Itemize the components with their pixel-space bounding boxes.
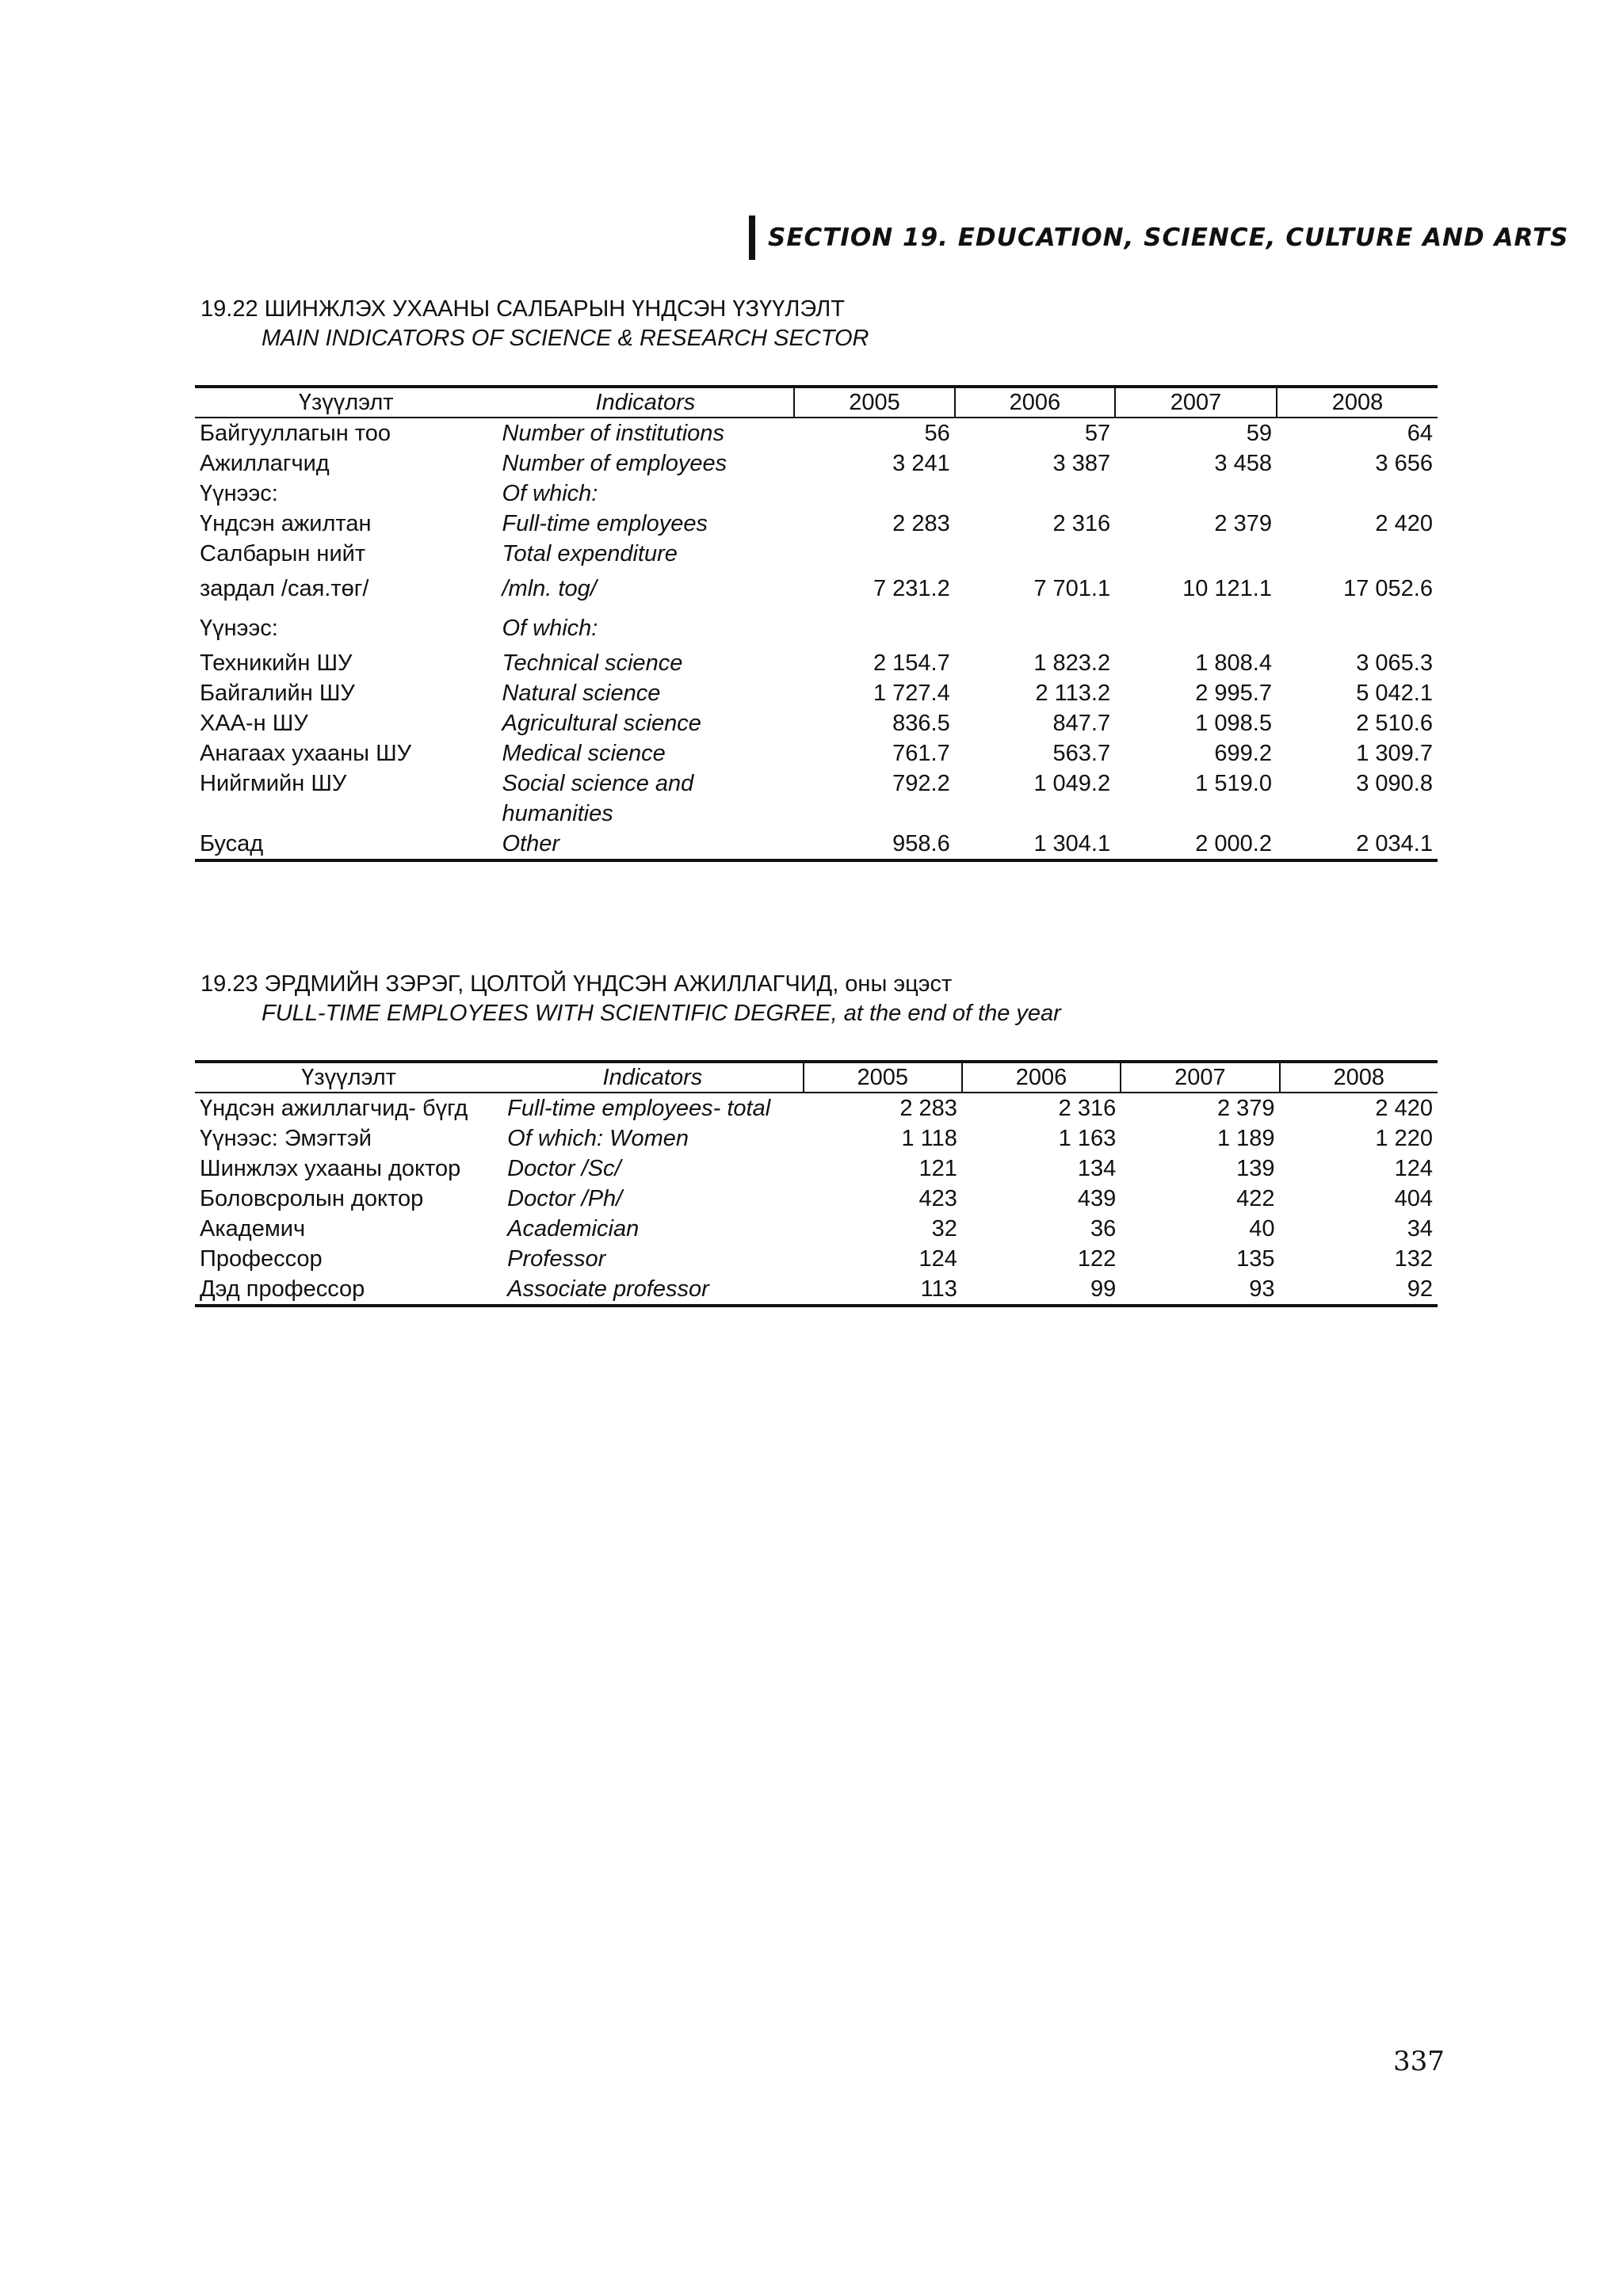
cell-2008: 3 656 xyxy=(1375,451,1433,476)
row-label-mn: Үндсэн ажиллагчид- бүгд xyxy=(200,1096,468,1121)
row-label-mn xyxy=(195,799,497,829)
header-2008: 2008 xyxy=(1280,1062,1438,1093)
cell-2006 xyxy=(955,479,1115,509)
table-row xyxy=(195,829,1438,860)
row-label-mn: Байгалийн ШУ xyxy=(200,681,355,706)
cell-2008 xyxy=(1277,799,1438,829)
cell-2006: 2 316 xyxy=(1058,1096,1117,1121)
row-label-en: Medical science xyxy=(502,741,666,766)
row-label-mn: Үндсэн ажилтан xyxy=(200,511,372,536)
header-2005: 2005 xyxy=(804,1062,962,1093)
table-row xyxy=(195,1123,1438,1154)
cell-2008: 2 034.1 xyxy=(1277,829,1438,860)
cell-2007: 1 098.5 xyxy=(1195,711,1272,736)
row-label-mn: Техникийн ШУ xyxy=(200,650,353,676)
row-label-mn: ХАА-н ШУ xyxy=(200,711,308,736)
cell-2006: 1 823.2 xyxy=(1033,650,1111,676)
table2-header-row xyxy=(195,1062,1438,1093)
cell-2007: 1 519.0 xyxy=(1195,771,1272,796)
cell-2006: 57 xyxy=(1084,421,1111,446)
row-label-en: Agricultural science xyxy=(502,711,701,736)
row-label-mn: Ажиллагчид xyxy=(200,451,330,476)
header-mn: Үзүүлэлт xyxy=(195,1062,502,1093)
table2-title: 19.23 ЭРДМИЙН ЗЭРЭГ, ЦОЛТОЙ ҮНДСЭН АЖИЛЛАГЧИД, оны эцэст xyxy=(200,971,953,997)
table1 xyxy=(195,385,1438,862)
cell-2005 xyxy=(794,608,954,648)
cell-2005: 7 231.2 xyxy=(873,576,950,601)
row-label-en: Doctor /Sc/ xyxy=(507,1156,621,1181)
cell-2006: 1 049.2 xyxy=(1033,771,1111,796)
table-row xyxy=(195,1184,1438,1214)
cell-2005: 1 118 xyxy=(901,1126,957,1151)
cell-2006: 1 163 xyxy=(1058,1126,1117,1151)
row-label-mn: Нийгмийн ШУ xyxy=(200,771,347,796)
cell-2006: 1 304.1 xyxy=(955,829,1115,860)
cell-2005: 124 xyxy=(918,1246,957,1272)
header-2007: 2007 xyxy=(1121,1062,1279,1093)
cell-2006: 99 xyxy=(962,1274,1121,1306)
header-en: Indicators xyxy=(502,1062,803,1093)
row-label-en: Number of institutions xyxy=(502,421,724,446)
page-number: 337 xyxy=(1393,2046,1445,2077)
row-label-en: Full-time employees- total xyxy=(507,1096,771,1121)
cell-2008: 404 xyxy=(1394,1186,1433,1211)
row-label-en: Associate professor xyxy=(502,1274,803,1306)
row-label-en: Full-time employees xyxy=(502,511,708,536)
row-label-en: Technical science xyxy=(502,650,683,676)
cell-2007: 2 379 xyxy=(1214,511,1272,536)
cell-2006: 2 316 xyxy=(1052,511,1111,536)
section-header xyxy=(749,215,1568,260)
cell-2008 xyxy=(1277,608,1438,648)
cell-2008 xyxy=(1277,539,1438,569)
row-label-mn: Шинжлэх ухааны доктор xyxy=(200,1156,461,1181)
cell-2008: 2 420 xyxy=(1375,511,1433,536)
table-row xyxy=(195,1093,1438,1123)
cell-2007: 10 121.1 xyxy=(1182,576,1272,601)
cell-2006 xyxy=(955,799,1115,829)
row-label-mn: Боловсролын доктор xyxy=(200,1186,424,1211)
row-label-mn: Байгууллагын тоо xyxy=(200,421,391,446)
cell-2008: 5 042.1 xyxy=(1356,681,1433,706)
cell-2005: 792.2 xyxy=(892,771,950,796)
header-2006: 2006 xyxy=(955,387,1115,418)
cell-2005: 2 283 xyxy=(892,511,950,536)
table-row xyxy=(195,418,1438,448)
cell-2005: 113 xyxy=(804,1274,962,1306)
table-row xyxy=(195,1154,1438,1184)
table-row xyxy=(195,448,1438,479)
cell-2007 xyxy=(1115,608,1277,648)
header-2005: 2005 xyxy=(794,387,954,418)
table-row xyxy=(195,608,1438,648)
table-row xyxy=(195,1214,1438,1244)
row-label-mn: Үүнээс: xyxy=(200,616,278,641)
cell-2005 xyxy=(794,799,954,829)
row-label-en: Of which: xyxy=(502,616,598,641)
row-label-mn: Салбарын нийт xyxy=(200,541,366,566)
cell-2005 xyxy=(794,479,954,509)
row-label-en: Of which: Women xyxy=(507,1126,689,1151)
cell-2006: 7 701.1 xyxy=(1033,576,1111,601)
cell-2005: 121 xyxy=(918,1156,957,1181)
cell-2005: 958.6 xyxy=(794,829,954,860)
cell-2008: 17 052.6 xyxy=(1343,576,1433,601)
cell-2005: 32 xyxy=(931,1216,957,1241)
cell-2007: 59 xyxy=(1246,421,1272,446)
table-row xyxy=(195,569,1438,608)
cell-2005: 423 xyxy=(918,1186,957,1211)
table1-header-row xyxy=(195,387,1438,418)
cell-2008: 132 xyxy=(1394,1246,1433,1272)
cell-2007: 699.2 xyxy=(1214,741,1272,766)
table-row xyxy=(195,1274,1438,1306)
row-label-en: Of which: xyxy=(502,481,598,506)
row-label-en: Social science and xyxy=(502,771,694,796)
cell-2007 xyxy=(1115,799,1277,829)
row-label-en: /mln. tog/ xyxy=(502,576,597,601)
cell-2006: 2 113.2 xyxy=(1035,681,1111,706)
cell-2005: 1 727.4 xyxy=(873,681,950,706)
cell-2007 xyxy=(1115,539,1277,569)
cell-2005: 836.5 xyxy=(892,711,950,736)
row-label-en: Other xyxy=(497,829,794,860)
cell-2006 xyxy=(955,608,1115,648)
cell-2007: 40 xyxy=(1249,1216,1275,1241)
row-label-mn: Бусад xyxy=(195,829,497,860)
cell-2006: 563.7 xyxy=(1052,741,1111,766)
table-row xyxy=(195,539,1438,569)
row-label-mn: Үүнээс: Эмэгтэй xyxy=(200,1126,372,1151)
cell-2006: 134 xyxy=(1077,1156,1117,1181)
row-label-en: Doctor /Ph/ xyxy=(507,1186,623,1211)
cell-2005: 761.7 xyxy=(892,741,950,766)
table-row xyxy=(195,678,1438,708)
cell-2005 xyxy=(794,539,954,569)
cell-2008: 1 220 xyxy=(1375,1126,1433,1151)
row-label-mn: Үүнээс: xyxy=(200,481,278,506)
cell-2008 xyxy=(1277,479,1438,509)
cell-2005: 56 xyxy=(924,421,950,446)
header-2006: 2006 xyxy=(962,1062,1121,1093)
table-row xyxy=(195,738,1438,769)
cell-2007: 1 189 xyxy=(1216,1126,1275,1151)
cell-2006: 36 xyxy=(1090,1216,1117,1241)
table-row xyxy=(195,708,1438,738)
row-label-en: Total expenditure xyxy=(502,541,678,566)
table-row xyxy=(195,648,1438,678)
row-label-en: humanities xyxy=(502,801,613,826)
cell-2007: 422 xyxy=(1236,1186,1275,1211)
cell-2006: 439 xyxy=(1077,1186,1117,1211)
cell-2006: 122 xyxy=(1077,1246,1117,1272)
cell-2007: 2 379 xyxy=(1216,1096,1275,1121)
cell-2008: 92 xyxy=(1280,1274,1438,1306)
section-header-text: SECTION 19. EDUCATION, SCIENCE, CULTURE AND ARTS xyxy=(768,223,1569,252)
header-en: Indicators xyxy=(497,387,794,418)
table1-title: 19.22 ШИНЖЛЭХ УХААНЫ САЛБАРЫН ҮНДСЭН ҮЗҮҮЛЭЛТ xyxy=(200,296,845,322)
cell-2005: 3 241 xyxy=(892,451,950,476)
cell-2008: 1 309.7 xyxy=(1356,741,1433,766)
cell-2005: 2 154.7 xyxy=(873,650,950,676)
cell-2008: 2 420 xyxy=(1375,1096,1433,1121)
header-mn: Үзүүлэлт xyxy=(195,387,497,418)
table2 xyxy=(195,1060,1438,1307)
section-bar xyxy=(749,215,755,260)
row-label-mn: Дэд профессор xyxy=(195,1274,502,1306)
row-label-en: Natural science xyxy=(502,681,661,706)
table-row xyxy=(195,479,1438,509)
table-row xyxy=(195,1244,1438,1274)
cell-2007: 3 458 xyxy=(1214,451,1272,476)
table-row xyxy=(195,769,1438,799)
cell-2006: 3 387 xyxy=(1052,451,1111,476)
cell-2007 xyxy=(1115,479,1277,509)
row-label-mn: зардал /сая.төг/ xyxy=(200,576,369,601)
cell-2008: 124 xyxy=(1394,1156,1433,1181)
row-label-en: Academician xyxy=(507,1216,640,1241)
cell-2008: 3 065.3 xyxy=(1356,650,1433,676)
cell-2008: 34 xyxy=(1407,1216,1433,1241)
cell-2008: 2 510.6 xyxy=(1356,711,1433,736)
header-2007: 2007 xyxy=(1115,387,1277,418)
cell-2006 xyxy=(955,539,1115,569)
cell-2007: 2 995.7 xyxy=(1195,681,1272,706)
cell-2007: 1 808.4 xyxy=(1195,650,1272,676)
table-row xyxy=(195,799,1438,829)
cell-2006: 847.7 xyxy=(1052,711,1111,736)
cell-2005: 2 283 xyxy=(899,1096,957,1121)
row-label-mn: Академич xyxy=(200,1216,306,1241)
cell-2008: 64 xyxy=(1407,421,1433,446)
table2-subtitle: FULL-TIME EMPLOYEES WITH SCIENTIFIC DEGREE, at the end of the year xyxy=(262,1001,1061,1026)
table-row xyxy=(195,509,1438,539)
header-2008: 2008 xyxy=(1277,387,1438,418)
cell-2007: 139 xyxy=(1236,1156,1275,1181)
row-label-mn: Анагаах ухааны ШУ xyxy=(200,741,412,766)
row-label-mn: Профессор xyxy=(200,1246,323,1272)
row-label-en: Number of employees xyxy=(502,451,727,476)
cell-2007: 135 xyxy=(1236,1246,1275,1272)
cell-2007: 2 000.2 xyxy=(1115,829,1277,860)
cell-2007: 93 xyxy=(1121,1274,1279,1306)
row-label-en: Professor xyxy=(507,1246,606,1272)
table1-subtitle: MAIN INDICATORS OF SCIENCE & RESEARCH SECTOR xyxy=(262,326,869,351)
cell-2008: 3 090.8 xyxy=(1356,771,1433,796)
